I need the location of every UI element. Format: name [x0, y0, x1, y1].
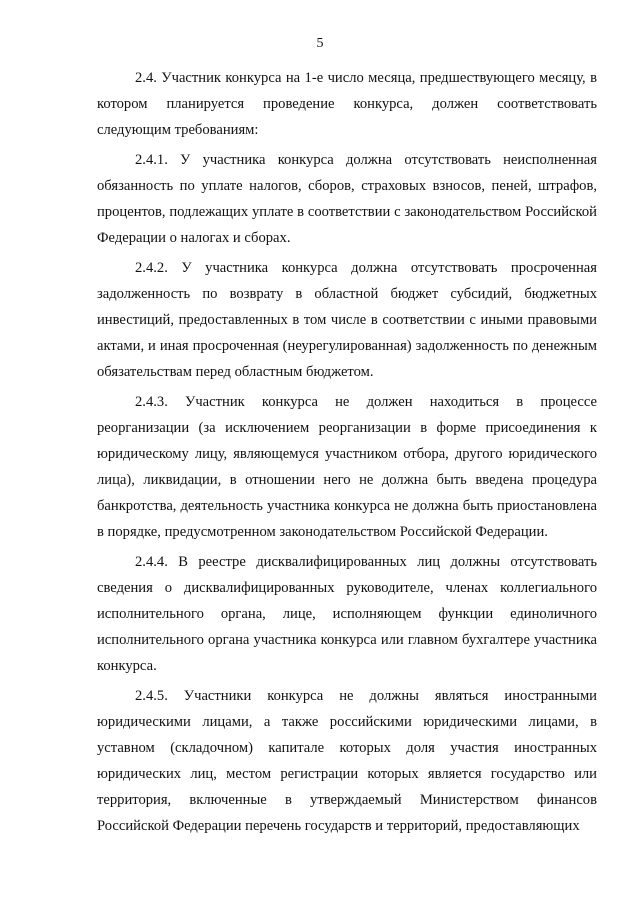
paragraph-2-4-2: 2.4.2. У участника конкурса должна отсутствовать просроченная задолженность по возврату в областной бюджет субсидий, бюджетных инвестиций, предоставленных в том числе в соответствии с иными правовыми актами, и иная просроченная (неурегулированная) задолженность по денежным обязательствам перед областным бюджетом.: [97, 260, 597, 380]
document-body: [97, 65, 597, 843]
paragraph-2-4: 2.4. Участник конкурса на 1-е число месяца, предшествующего месяцу, в котором планируется проведение конкурса, должен соответствовать следующим требованиям:: [97, 70, 597, 138]
paragraph-2-4-4: 2.4.4. В реестре дисквалифицированных лиц должны отсутствовать сведения о дисквалифицированных руководителе, членах коллегиального исполнительного органа, лице, исполняющем функции единоличного исполнительного органа участника конкурса или главном бухгалтере участника конкурса.: [97, 554, 597, 674]
paragraph-2-4-3: 2.4.3. Участник конкурса не должен находиться в процессе реорганизации (за исключением реорганизации в форме присоединения к юридическому лицу, являющемуся участником отбора, другого юридического лица), ликвидации, в отношении него не должна быть введена процедура банкротства, деятельность участника конкурса не должна быть приостановлена в порядке, предусмотренном законодательством Российской Федерации.: [97, 394, 597, 540]
page-number: 5: [316, 36, 324, 51]
paragraph-2-4-5: 2.4.5. Участники конкурса не должны являться иностранными юридическими лицами, а также российскими юридическими лицами, в уставном (складочном) капитале которых доля участия иностранных юридических лиц, местом регистрации которых является государство или территория, включенные в утверждаемый Министерством финансов Российской Федерации перечень государств и территорий, предоставляющих: [97, 688, 597, 834]
paragraph-2-4-1: 2.4.1. У участника конкурса должна отсутствовать неисполненная обязанность по уплате налогов, сборов, страховых взносов, пеней, штрафов, процентов, подлежащих уплате в соответствии с законодательством Российской Федерации о налогах и сборах.: [97, 152, 597, 246]
